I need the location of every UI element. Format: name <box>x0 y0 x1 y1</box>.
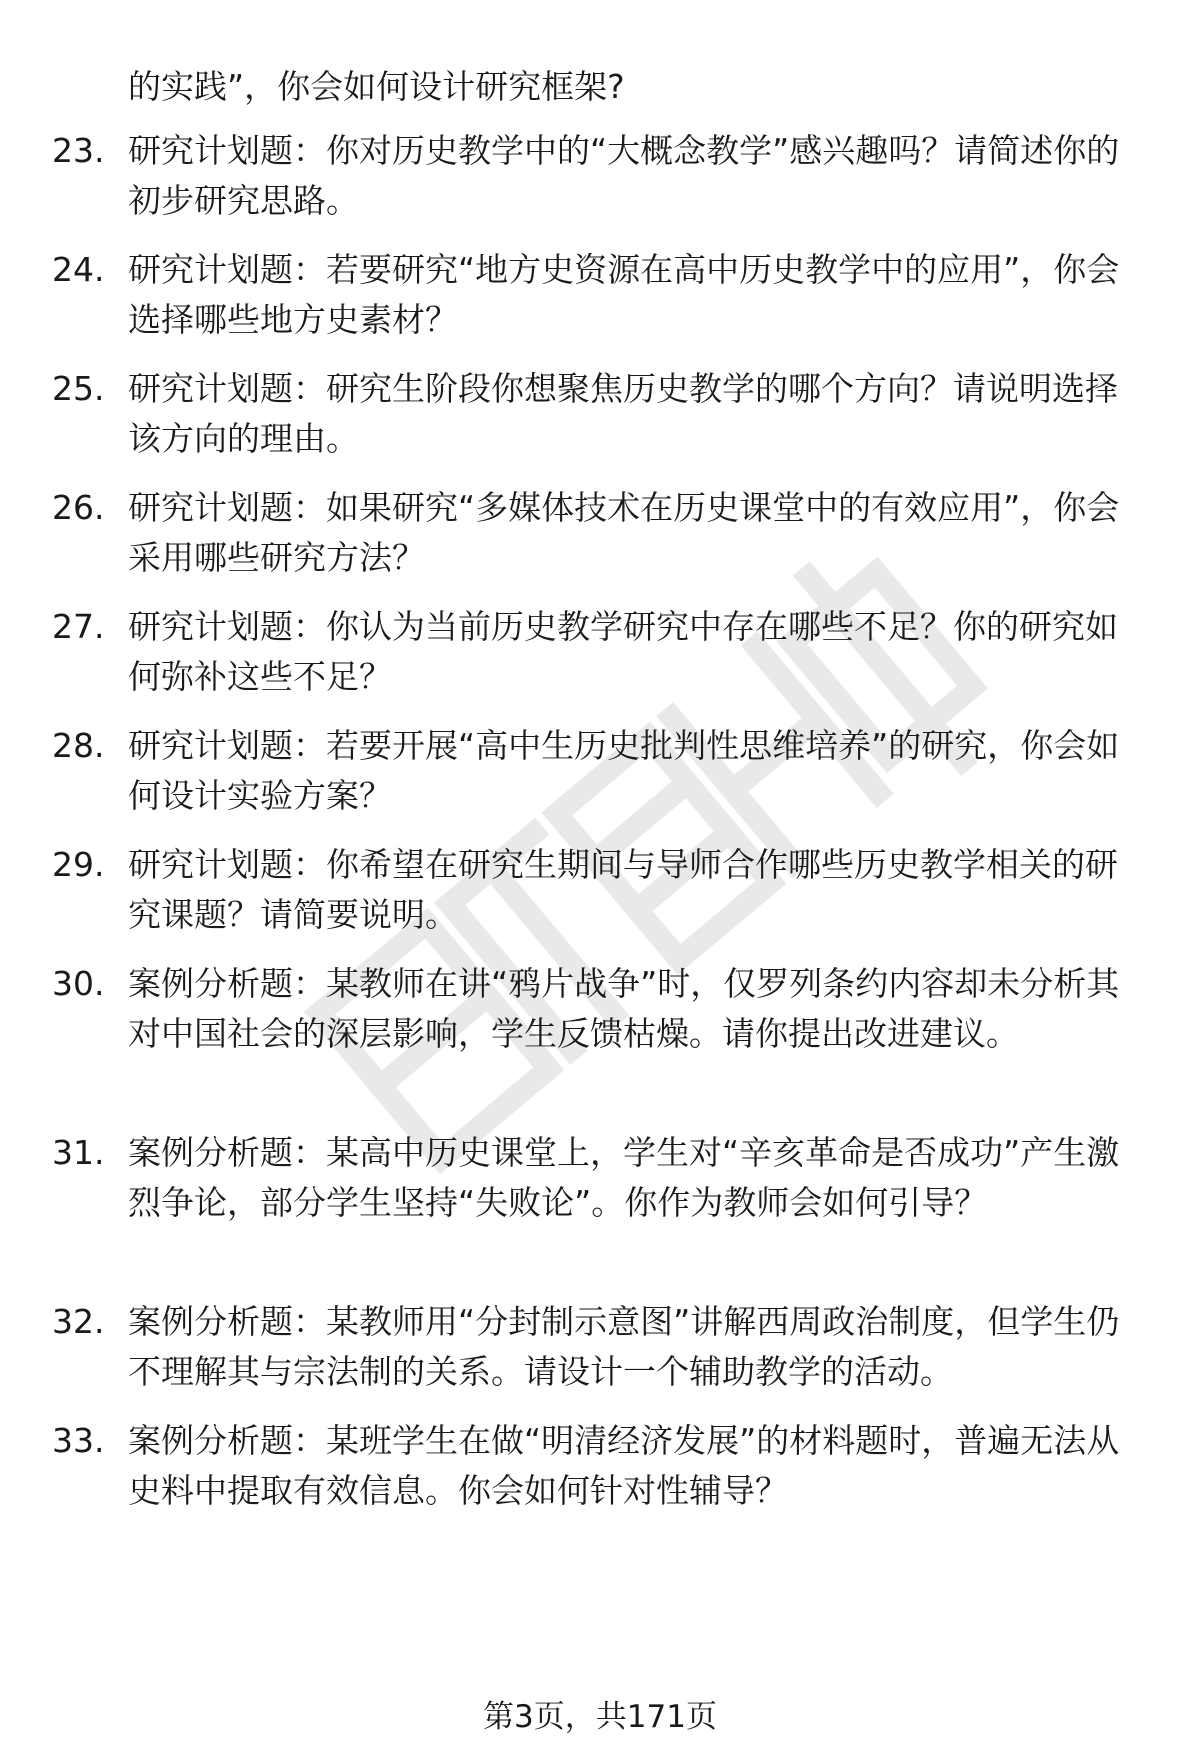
page-footer: 第3页，共171页 <box>483 1699 717 1735</box>
question-item <box>52 483 1152 583</box>
question-text: 研究计划题：你希望在研究生期间与导师合作哪些历史教学相关的研究课题？请简要说明。 <box>128 845 1118 934</box>
question-text: 研究计划题：你对历史教学中的“大概念教学”感兴趣吗？请简述你的初步研究思路。 <box>128 131 1120 220</box>
question-number: 25. <box>52 369 105 408</box>
question-item <box>52 364 1152 464</box>
question-text: 研究计划题：若要研究“地方史资源在高中历史教学中的应用”，你会选择哪些地方史素材？ <box>128 250 1120 339</box>
question-number: 27. <box>52 607 105 646</box>
question-item <box>52 840 1152 940</box>
question-text: 案例分析题：某高中历史课堂上，学生对“辛亥革命是否成功”产生激烈争论，部分学生坚持“失败论”。你作为教师会如何引导？ <box>128 1133 1120 1222</box>
question-text: 研究计划题：研究生阶段你想聚焦历史教学的哪个方向？请说明选择该方向的理由。 <box>128 369 1118 458</box>
question-number: 32. <box>52 1302 105 1341</box>
question-number: 24. <box>52 250 105 289</box>
question-item <box>52 1416 1152 1516</box>
question-item <box>52 126 1152 226</box>
question-text: 案例分析题：某教师用“分封制示意图”讲解西周政治制度，但学生仍不理解其与宗法制的关系。请设计一个辅助教学的活动。 <box>128 1302 1120 1391</box>
question-number: 33. <box>52 1421 105 1460</box>
question-item <box>52 245 1152 345</box>
question-number: 31. <box>52 1133 105 1172</box>
question-item <box>52 1128 1152 1228</box>
question-number: 23. <box>52 131 105 170</box>
question-text: 研究计划题：你认为当前历史教学研究中存在哪些不足？你的研究如何弥补这些不足？ <box>128 607 1118 696</box>
question-item <box>52 721 1152 821</box>
question-number: 28. <box>52 726 105 765</box>
question-number: 29. <box>52 845 105 884</box>
question-text: 案例分析题：某班学生在做“明清经济发展”的材料题时，普遍无法从史料中提取有效信息。你会如何针对性辅导？ <box>128 1421 1120 1510</box>
question-text: 案例分析题：某教师在讲“鸦片战争”时，仅罗列条约内容却未分析其对中国社会的深层影响，学生反馈枯燥。请你提出改进建议。 <box>128 964 1120 1053</box>
question-item <box>52 959 1152 1059</box>
question-item <box>52 1297 1152 1397</box>
question-number: 30. <box>52 964 105 1003</box>
continuation-line: 的实践”，你会如何设计研究框架? <box>128 67 625 106</box>
question-item <box>52 602 1152 702</box>
question-number: 26. <box>52 488 105 527</box>
question-text: 研究计划题：若要开展“高中生历史批判性思维培养”的研究，你会如何设计实验方案？ <box>128 726 1120 815</box>
question-text: 研究计划题：如果研究“多媒体技术在历史课堂中的有效应用”，你会采用哪些研究方法？ <box>128 488 1120 577</box>
